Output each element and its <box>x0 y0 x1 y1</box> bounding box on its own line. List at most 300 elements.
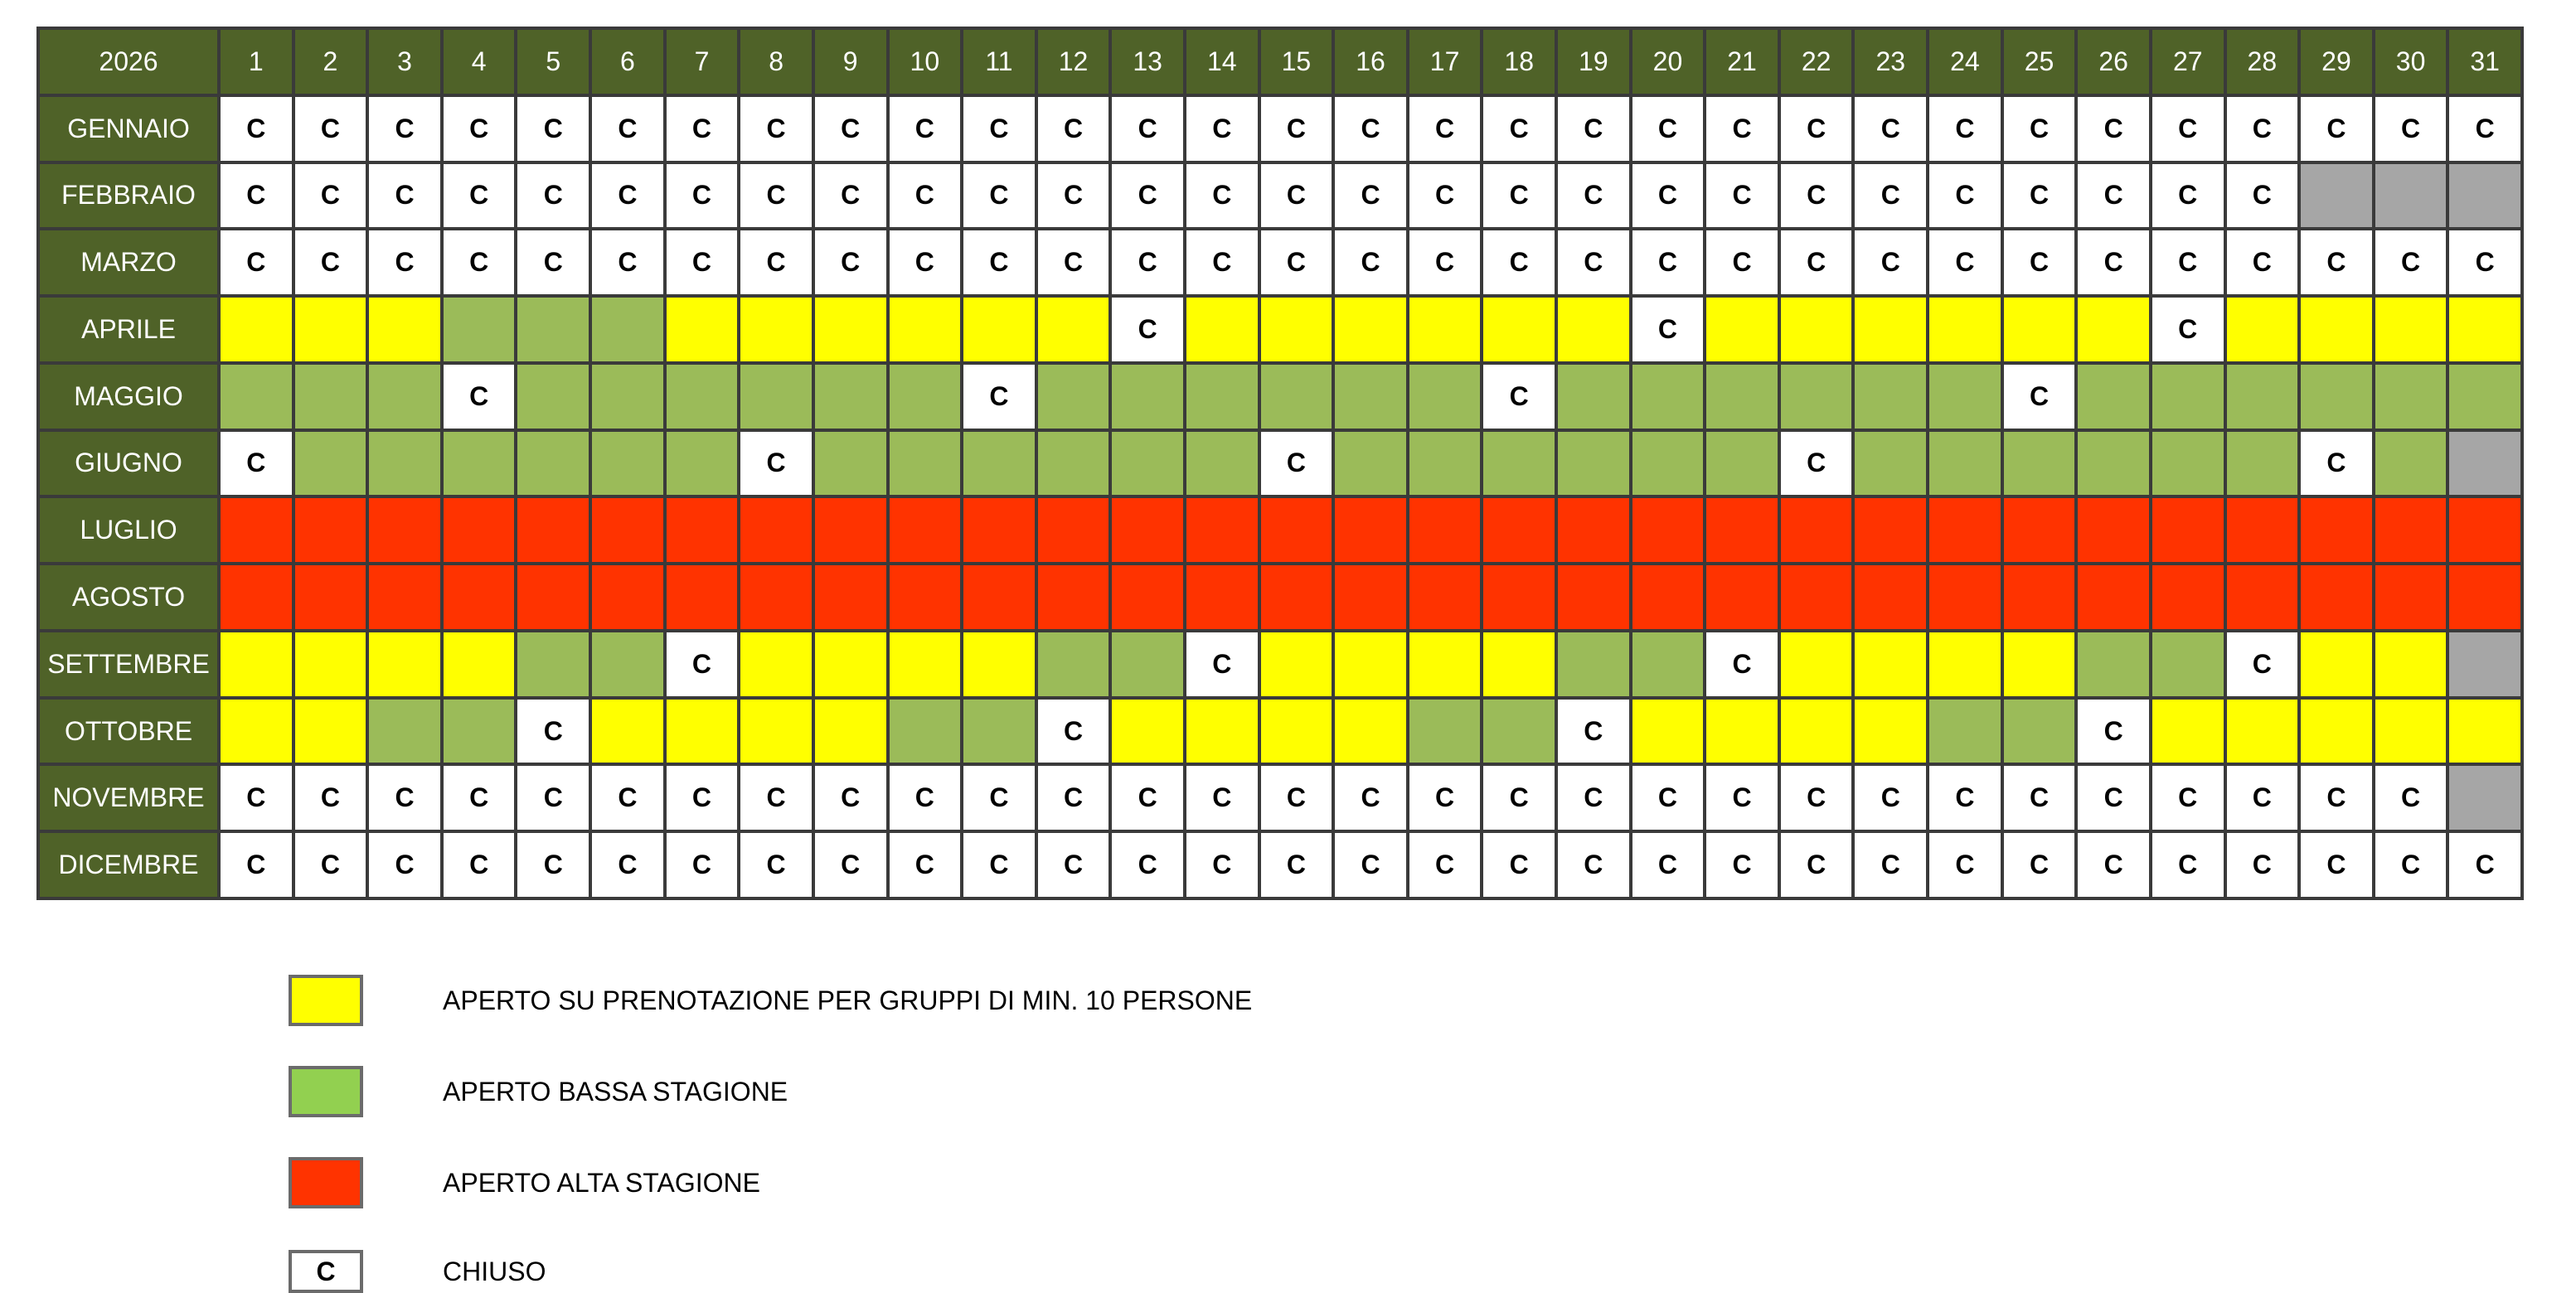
day-cell-closed: C <box>2004 230 2075 294</box>
legend-swatch-red <box>289 1157 363 1208</box>
legend-label-green: APERTO BASSA STAGIONE <box>443 1076 788 1107</box>
day-cell <box>517 432 589 496</box>
day-cell-closed: C <box>1335 230 1406 294</box>
day-cell <box>2375 498 2447 562</box>
day-cell-closed: C <box>2152 97 2224 161</box>
day-cell-closed: C <box>963 365 1035 429</box>
day-cell-closed: C <box>444 833 515 897</box>
day-cell <box>517 632 589 696</box>
day-cell-closed: C <box>2227 632 2298 696</box>
day-cell-closed: C <box>444 365 515 429</box>
day-header-8: 8 <box>740 30 812 94</box>
day-cell <box>1038 298 1109 361</box>
month-label-ottobre: OTTOBRE <box>40 700 217 763</box>
day-cell-closed: C <box>667 833 738 897</box>
day-cell <box>369 700 440 763</box>
day-cell <box>1632 632 1704 696</box>
day-cell-closed: C <box>1855 833 1926 897</box>
day-cell-closed: C <box>2449 230 2520 294</box>
day-cell-closed: C <box>592 230 663 294</box>
day-cell-closed: C <box>1483 365 1555 429</box>
day-cell-closed: C <box>2152 766 2224 830</box>
day-cell <box>2152 565 2224 629</box>
day-cell-closed: C <box>1186 766 1258 830</box>
legend-label-red: APERTO ALTA STAGIONE <box>443 1167 760 1198</box>
day-cell <box>2004 432 2075 496</box>
month-label-febbraio: FEBBRAIO <box>40 164 217 228</box>
day-cell <box>1409 632 1481 696</box>
day-header-5: 5 <box>517 30 589 94</box>
day-cell <box>1335 632 1406 696</box>
day-cell <box>667 565 738 629</box>
day-cell-closed: C <box>2227 230 2298 294</box>
day-cell-closed: C <box>2375 230 2447 294</box>
month-label-luglio: LUGLIO <box>40 498 217 562</box>
day-cell-closed: C <box>667 632 738 696</box>
day-cell-closed: C <box>1038 230 1109 294</box>
day-cell-closed: C <box>295 833 366 897</box>
day-cell <box>1112 632 1183 696</box>
day-cell <box>1781 298 1852 361</box>
day-cell-closed: C <box>1781 766 1852 830</box>
day-cell-closed: C <box>2078 164 2149 228</box>
day-cell-closed: C <box>369 230 440 294</box>
day-cell-closed: C <box>890 97 961 161</box>
day-cell <box>1409 298 1481 361</box>
day-cell-closed: C <box>1112 298 1183 361</box>
day-cell-closed: C <box>1558 700 1629 763</box>
day-cell-closed: C <box>592 164 663 228</box>
day-cell-closed: C <box>2375 97 2447 161</box>
day-cell <box>1855 298 1926 361</box>
day-cell <box>1929 365 2001 429</box>
day-cell-closed: C <box>592 833 663 897</box>
day-header-27: 27 <box>2152 30 2224 94</box>
day-cell <box>517 365 589 429</box>
day-cell-closed: C <box>517 700 589 763</box>
legend-closed-mark: C <box>316 1256 336 1286</box>
day-header-15: 15 <box>1261 30 1332 94</box>
day-cell-closed: C <box>369 766 440 830</box>
day-cell-closed: C <box>1632 833 1704 897</box>
day-cell <box>2152 700 2224 763</box>
day-cell <box>2152 498 2224 562</box>
day-cell <box>1706 432 1778 496</box>
day-cell-closed: C <box>1261 432 1332 496</box>
day-cell <box>1409 498 1481 562</box>
day-cell <box>740 365 812 429</box>
day-cell <box>1038 565 1109 629</box>
day-cell-closed: C <box>1261 230 1332 294</box>
day-cell <box>1261 498 1332 562</box>
day-cell <box>1112 700 1183 763</box>
day-cell <box>295 565 366 629</box>
day-cell-closed: C <box>667 164 738 228</box>
day-cell <box>1855 700 1926 763</box>
day-cell <box>1483 498 1555 562</box>
day-cell <box>517 298 589 361</box>
day-cell <box>963 700 1035 763</box>
day-header-29: 29 <box>2301 30 2372 94</box>
day-header-11: 11 <box>963 30 1035 94</box>
day-cell-closed: C <box>1186 632 1258 696</box>
legend-label-closed: CHIUSO <box>443 1256 546 1286</box>
day-cell-closed: C <box>1781 833 1852 897</box>
day-cell <box>1558 565 1629 629</box>
day-cell <box>2078 432 2149 496</box>
day-cell <box>2301 164 2372 228</box>
day-header-24: 24 <box>1929 30 2001 94</box>
day-cell <box>740 700 812 763</box>
day-cell-closed: C <box>1483 97 1555 161</box>
day-header-19: 19 <box>1558 30 1629 94</box>
day-cell-closed: C <box>1186 97 1258 161</box>
day-cell-closed: C <box>2078 700 2149 763</box>
day-cell-closed: C <box>1929 766 2001 830</box>
day-cell-closed: C <box>1335 833 1406 897</box>
day-cell <box>444 565 515 629</box>
day-cell <box>1335 700 1406 763</box>
day-cell <box>815 432 886 496</box>
day-cell-closed: C <box>1261 97 1332 161</box>
day-header-16: 16 <box>1335 30 1406 94</box>
day-cell-closed: C <box>1558 766 1629 830</box>
day-cell-closed: C <box>1038 97 1109 161</box>
day-cell-closed: C <box>1409 230 1481 294</box>
day-cell <box>221 298 292 361</box>
day-cell-closed: C <box>2301 766 2372 830</box>
day-cell-closed: C <box>1632 164 1704 228</box>
day-cell-closed: C <box>1855 766 1926 830</box>
day-cell-closed: C <box>890 766 961 830</box>
day-cell-closed: C <box>1038 700 1109 763</box>
day-cell-closed: C <box>963 97 1035 161</box>
day-cell <box>444 700 515 763</box>
day-cell <box>1483 432 1555 496</box>
day-cell <box>2078 565 2149 629</box>
day-cell-closed: C <box>1855 97 1926 161</box>
day-cell-closed: C <box>1929 833 2001 897</box>
day-header-10: 10 <box>890 30 961 94</box>
day-cell <box>592 565 663 629</box>
legend-item-green <box>289 1066 788 1117</box>
day-cell <box>1632 498 1704 562</box>
day-cell-closed: C <box>1261 833 1332 897</box>
day-header-1: 1 <box>221 30 292 94</box>
day-cell <box>1335 365 1406 429</box>
day-cell-closed: C <box>221 766 292 830</box>
day-cell <box>667 298 738 361</box>
legend-label-yellow: APERTO SU PRENOTAZIONE PER GRUPPI DI MIN. 10 PERSONE <box>443 985 1253 1015</box>
day-cell-closed: C <box>1781 432 1852 496</box>
day-cell-closed: C <box>740 766 812 830</box>
day-cell <box>1261 632 1332 696</box>
day-cell <box>592 700 663 763</box>
day-cell <box>1929 432 2001 496</box>
day-cell <box>815 298 886 361</box>
day-cell <box>815 365 886 429</box>
day-cell <box>592 298 663 361</box>
day-cell <box>369 432 440 496</box>
day-cell <box>890 432 961 496</box>
day-cell <box>2375 700 2447 763</box>
day-cell <box>221 365 292 429</box>
day-header-31: 31 <box>2449 30 2520 94</box>
legend-item-closed <box>289 1250 546 1293</box>
day-cell <box>963 632 1035 696</box>
day-cell <box>2449 164 2520 228</box>
day-cell <box>2301 298 2372 361</box>
day-cell-closed: C <box>1781 97 1852 161</box>
day-cell <box>295 432 366 496</box>
day-cell <box>444 498 515 562</box>
day-cell <box>1409 365 1481 429</box>
day-cell-closed: C <box>1929 230 2001 294</box>
day-cell <box>1186 365 1258 429</box>
day-cell <box>890 700 961 763</box>
day-cell <box>2227 565 2298 629</box>
day-cell-closed: C <box>295 230 366 294</box>
day-cell-closed: C <box>2449 97 2520 161</box>
day-cell <box>740 298 812 361</box>
day-cell <box>2152 365 2224 429</box>
day-cell <box>369 498 440 562</box>
day-cell-closed: C <box>1112 164 1183 228</box>
day-cell <box>2227 298 2298 361</box>
day-cell <box>592 498 663 562</box>
day-cell <box>667 700 738 763</box>
day-cell-closed: C <box>1781 164 1852 228</box>
day-header-21: 21 <box>1706 30 1778 94</box>
day-cell-closed: C <box>1632 298 1704 361</box>
legend-item-yellow <box>289 975 1252 1026</box>
day-cell <box>1558 498 1629 562</box>
day-cell <box>2004 632 2075 696</box>
day-cell-closed: C <box>1409 833 1481 897</box>
day-cell-closed: C <box>369 164 440 228</box>
day-cell-closed: C <box>1186 230 1258 294</box>
day-cell <box>2449 632 2520 696</box>
day-cell-closed: C <box>1038 766 1109 830</box>
day-cell <box>890 298 961 361</box>
day-header-14: 14 <box>1186 30 1258 94</box>
day-cell-closed: C <box>667 766 738 830</box>
day-cell-closed: C <box>1483 230 1555 294</box>
day-cell-closed: C <box>815 766 886 830</box>
day-cell-closed: C <box>1781 230 1852 294</box>
day-cell-closed: C <box>2078 833 2149 897</box>
day-cell <box>2449 365 2520 429</box>
day-cell-closed: C <box>2375 833 2447 897</box>
day-cell-closed: C <box>1112 766 1183 830</box>
day-cell-closed: C <box>1706 766 1778 830</box>
day-cell <box>815 632 886 696</box>
day-cell <box>369 298 440 361</box>
day-cell <box>2078 298 2149 361</box>
day-cell <box>2375 365 2447 429</box>
day-cell <box>1706 700 1778 763</box>
day-cell-closed: C <box>815 230 886 294</box>
day-cell-closed: C <box>1409 164 1481 228</box>
day-cell <box>740 565 812 629</box>
day-cell <box>221 700 292 763</box>
day-cell <box>1558 298 1629 361</box>
day-cell <box>1335 498 1406 562</box>
day-header-25: 25 <box>2004 30 2075 94</box>
day-cell-closed: C <box>2301 833 2372 897</box>
day-cell <box>1261 700 1332 763</box>
day-cell-closed: C <box>963 766 1035 830</box>
day-cell <box>1558 365 1629 429</box>
day-cell <box>2004 498 2075 562</box>
day-cell-closed: C <box>1483 766 1555 830</box>
day-cell-closed: C <box>517 833 589 897</box>
day-cell <box>444 632 515 696</box>
day-cell-closed: C <box>221 164 292 228</box>
day-cell <box>1483 632 1555 696</box>
day-cell-closed: C <box>1483 833 1555 897</box>
day-cell <box>1855 432 1926 496</box>
day-cell-closed: C <box>815 97 886 161</box>
legend-item-red <box>289 1157 760 1208</box>
day-header-6: 6 <box>592 30 663 94</box>
day-cell <box>2375 164 2447 228</box>
day-header-28: 28 <box>2227 30 2298 94</box>
day-cell <box>1038 632 1109 696</box>
day-cell-closed: C <box>2004 164 2075 228</box>
day-header-17: 17 <box>1409 30 1481 94</box>
day-cell-closed: C <box>2301 230 2372 294</box>
day-cell <box>1112 498 1183 562</box>
day-cell-closed: C <box>2004 97 2075 161</box>
day-cell-closed: C <box>1855 164 1926 228</box>
month-label-novembre: NOVEMBRE <box>40 766 217 830</box>
day-cell <box>1335 298 1406 361</box>
legend-swatch-green <box>289 1066 363 1117</box>
day-cell-closed: C <box>444 97 515 161</box>
day-cell-closed: C <box>740 230 812 294</box>
day-cell-closed: C <box>1632 230 1704 294</box>
day-cell <box>1706 298 1778 361</box>
day-cell-closed: C <box>1112 97 1183 161</box>
day-cell <box>1186 298 1258 361</box>
day-cell <box>2449 298 2520 361</box>
day-cell-closed: C <box>1706 632 1778 696</box>
day-cell-closed: C <box>2227 164 2298 228</box>
day-cell-closed: C <box>1706 230 1778 294</box>
day-cell <box>369 632 440 696</box>
day-cell <box>2227 432 2298 496</box>
month-label-giugno: GIUGNO <box>40 432 217 496</box>
day-cell-closed: C <box>1632 766 1704 830</box>
day-cell <box>2078 632 2149 696</box>
day-cell <box>890 565 961 629</box>
day-cell <box>295 632 366 696</box>
day-cell-closed: C <box>2375 766 2447 830</box>
day-cell-closed: C <box>740 833 812 897</box>
day-cell-closed: C <box>1929 97 2001 161</box>
day-cell <box>1781 365 1852 429</box>
day-cell <box>592 432 663 496</box>
day-cell-closed: C <box>2078 97 2149 161</box>
day-cell <box>295 498 366 562</box>
day-cell <box>1929 700 2001 763</box>
day-cell <box>1558 432 1629 496</box>
day-cell <box>1781 498 1852 562</box>
day-cell <box>1112 365 1183 429</box>
day-cell-closed: C <box>890 833 961 897</box>
day-cell-closed: C <box>2227 833 2298 897</box>
day-cell-closed: C <box>2227 766 2298 830</box>
day-cell-closed: C <box>2449 833 2520 897</box>
day-cell-closed: C <box>1335 766 1406 830</box>
day-cell-closed: C <box>2078 766 2149 830</box>
day-cell <box>667 498 738 562</box>
day-cell <box>890 632 961 696</box>
day-cell-closed: C <box>295 766 366 830</box>
day-cell <box>1186 498 1258 562</box>
day-cell <box>2301 632 2372 696</box>
day-header-20: 20 <box>1632 30 1704 94</box>
day-cell-closed: C <box>1409 766 1481 830</box>
day-header-18: 18 <box>1483 30 1555 94</box>
day-cell <box>1706 365 1778 429</box>
day-cell <box>2449 766 2520 830</box>
day-cell <box>1186 432 1258 496</box>
day-cell <box>1261 565 1332 629</box>
day-cell <box>1929 632 2001 696</box>
day-cell <box>444 298 515 361</box>
day-cell <box>1781 700 1852 763</box>
day-header-3: 3 <box>369 30 440 94</box>
day-cell <box>221 498 292 562</box>
day-header-23: 23 <box>1855 30 1926 94</box>
day-cell-closed: C <box>963 833 1035 897</box>
day-cell <box>1855 498 1926 562</box>
day-cell <box>963 432 1035 496</box>
day-cell <box>667 365 738 429</box>
day-cell-closed: C <box>1483 164 1555 228</box>
day-cell-closed: C <box>1558 164 1629 228</box>
day-header-26: 26 <box>2078 30 2149 94</box>
day-header-22: 22 <box>1781 30 1852 94</box>
day-cell <box>815 565 886 629</box>
day-cell <box>369 565 440 629</box>
month-label-marzo: MARZO <box>40 230 217 294</box>
day-cell-closed: C <box>1112 230 1183 294</box>
day-cell-closed: C <box>1558 97 1629 161</box>
day-cell <box>2449 565 2520 629</box>
day-cell-closed: C <box>2004 833 2075 897</box>
day-cell <box>2227 700 2298 763</box>
day-cell <box>221 632 292 696</box>
day-cell-closed: C <box>517 230 589 294</box>
day-cell <box>1929 565 2001 629</box>
day-cell <box>963 298 1035 361</box>
day-cell <box>295 298 366 361</box>
day-cell-closed: C <box>592 766 663 830</box>
day-cell <box>963 565 1035 629</box>
day-header-9: 9 <box>815 30 886 94</box>
day-cell <box>2301 700 2372 763</box>
day-cell <box>1038 432 1109 496</box>
day-cell-closed: C <box>369 833 440 897</box>
day-cell <box>2301 565 2372 629</box>
day-cell <box>2375 565 2447 629</box>
day-cell <box>1632 700 1704 763</box>
day-cell-closed: C <box>295 164 366 228</box>
day-cell-closed: C <box>517 164 589 228</box>
